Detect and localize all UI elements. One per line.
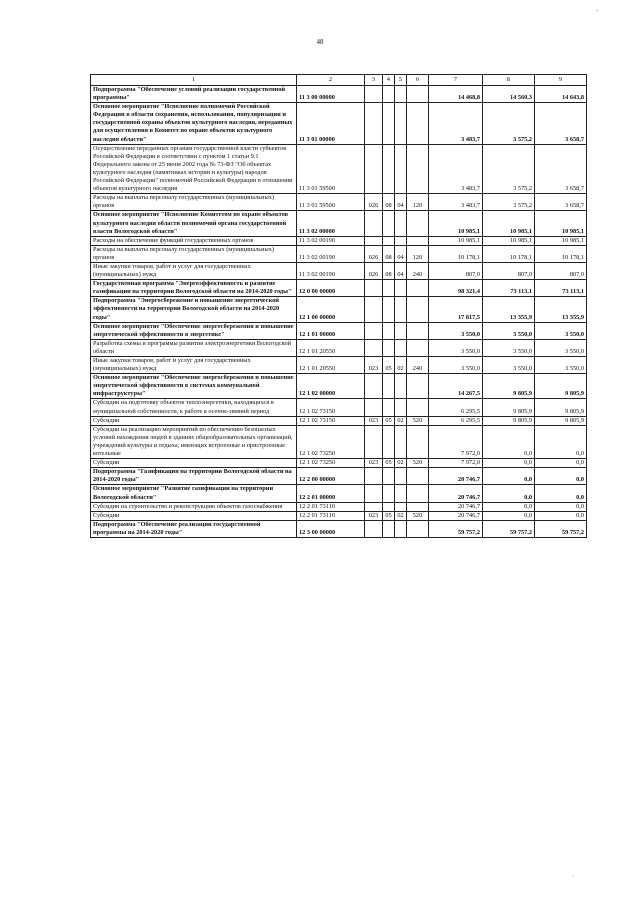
row-value-8-cell: 0,0 bbox=[483, 459, 535, 468]
row-value-8-cell: 14 560,3 bbox=[483, 86, 535, 103]
row-value-8-cell: 13 355,9 bbox=[483, 297, 535, 322]
row-value-9-cell: 0,0 bbox=[535, 511, 587, 520]
row-value-9-cell: 59 757,2 bbox=[535, 520, 587, 537]
row-subsection-cell bbox=[395, 399, 407, 416]
row-type-cell bbox=[407, 485, 429, 502]
row-code-cell: 12 2 01 00000 bbox=[297, 485, 365, 502]
row-value-8-cell: 3 575,2 bbox=[483, 103, 535, 144]
row-name-cell: Расходы на выплаты персоналу государственных (муниципальных) органов bbox=[91, 194, 297, 211]
row-section-cell bbox=[383, 520, 395, 537]
row-type-cell bbox=[407, 425, 429, 458]
row-code-cell: 12 2 00 00000 bbox=[297, 468, 365, 485]
row-section-cell bbox=[383, 339, 395, 356]
row-name-cell: Расходы на выплаты персоналу государственных (муниципальных) органов bbox=[91, 245, 297, 262]
budget-table bbox=[90, 74, 587, 538]
row-value-8-cell: 807,0 bbox=[483, 262, 535, 279]
row-ministry-cell: 026 bbox=[365, 194, 383, 211]
row-type-cell bbox=[407, 236, 429, 245]
row-code-cell: 12 1 02 73150 bbox=[297, 416, 365, 425]
row-code-cell: 11 3 02 00000 bbox=[297, 211, 365, 236]
row-subsection-cell bbox=[395, 374, 407, 399]
row-subsection-cell: 04 bbox=[395, 245, 407, 262]
table-row bbox=[91, 468, 587, 485]
row-ministry-cell bbox=[365, 211, 383, 236]
row-name-cell: Подпрограмма "Энергосбережение и повышение энергетической эффективности на территории Вологодской области на 2014-2020 годы" bbox=[91, 297, 297, 322]
row-value-9-cell: 807,0 bbox=[535, 262, 587, 279]
header-col-2: 2 bbox=[297, 75, 365, 86]
row-value-8-cell: 10 985,1 bbox=[483, 236, 535, 245]
row-ministry-cell: 026 bbox=[365, 262, 383, 279]
row-subsection-cell bbox=[395, 468, 407, 485]
row-value-9-cell: 9 805,9 bbox=[535, 374, 587, 399]
row-value-8-cell: 10 985,1 bbox=[483, 211, 535, 236]
header-col-7: 7 bbox=[429, 75, 483, 86]
table-row bbox=[91, 502, 587, 511]
row-value-7-cell: 3 483,7 bbox=[429, 144, 483, 194]
row-type-cell bbox=[407, 520, 429, 537]
row-name-cell: Подпрограмма "Обеспечение условий реализации государственной программы" bbox=[91, 86, 297, 103]
row-value-8-cell: 9 805,9 bbox=[483, 399, 535, 416]
row-value-8-cell: 3 550,0 bbox=[483, 322, 535, 339]
row-value-8-cell: 3 550,0 bbox=[483, 357, 535, 374]
row-ministry-cell: 023 bbox=[365, 416, 383, 425]
row-value-7-cell: 14 267,5 bbox=[429, 374, 483, 399]
row-value-9-cell: 3 550,0 bbox=[535, 357, 587, 374]
table-row bbox=[91, 322, 587, 339]
row-ministry-cell bbox=[365, 374, 383, 399]
row-value-7-cell: 10 985,1 bbox=[429, 211, 483, 236]
row-value-8-cell: 9 805,9 bbox=[483, 416, 535, 425]
row-code-cell: 12 1 01 00000 bbox=[297, 322, 365, 339]
row-value-7-cell: 20 746,7 bbox=[429, 511, 483, 520]
row-section-cell: 08 bbox=[383, 245, 395, 262]
header-col-6: 6 bbox=[407, 75, 429, 86]
table-row bbox=[91, 339, 587, 356]
row-subsection-cell: 02 bbox=[395, 416, 407, 425]
row-code-cell: 11 3 02 00190 bbox=[297, 236, 365, 245]
row-value-9-cell: 0,0 bbox=[535, 425, 587, 458]
row-section-cell: 08 bbox=[383, 262, 395, 279]
row-type-cell: 120 bbox=[407, 245, 429, 262]
table-row bbox=[91, 374, 587, 399]
row-type-cell bbox=[407, 211, 429, 236]
row-name-cell: Субсидии на строительство и реконструкцию объектов газоснабжения bbox=[91, 502, 297, 511]
row-value-8-cell: 0,0 bbox=[483, 511, 535, 520]
row-section-cell bbox=[383, 468, 395, 485]
row-subsection-cell bbox=[395, 520, 407, 537]
table-row bbox=[91, 357, 587, 374]
row-value-9-cell: 0,0 bbox=[535, 468, 587, 485]
row-name-cell: Подпрограмма "Обеспечение реализации государственной программы на 2014-2020 годы" bbox=[91, 520, 297, 537]
row-section-cell bbox=[383, 280, 395, 297]
row-code-cell: 12 1 02 00000 bbox=[297, 374, 365, 399]
row-subsection-cell bbox=[395, 86, 407, 103]
header-col-5: 5 bbox=[395, 75, 407, 86]
row-name-cell: Иные закупки товаров, работ и услуг для государственных (муниципальных) нужд bbox=[91, 357, 297, 374]
row-name-cell: Основное мероприятие "Исполнение Комитетом по охране объектов культурного наследия области полномочий органа государственной власти Вологодской области" bbox=[91, 211, 297, 236]
row-value-8-cell: 3 550,0 bbox=[483, 339, 535, 356]
table-row bbox=[91, 459, 587, 468]
row-value-9-cell: 9 805,9 bbox=[535, 416, 587, 425]
row-type-cell bbox=[407, 399, 429, 416]
row-value-8-cell: 0,0 bbox=[483, 425, 535, 458]
row-type-cell bbox=[407, 280, 429, 297]
row-value-7-cell: 10 178,1 bbox=[429, 245, 483, 262]
row-value-9-cell: 0,0 bbox=[535, 485, 587, 502]
row-section-cell bbox=[383, 425, 395, 458]
row-value-7-cell: 10 985,1 bbox=[429, 236, 483, 245]
table-row bbox=[91, 280, 587, 297]
row-value-7-cell: 7 972,0 bbox=[429, 425, 483, 458]
row-value-8-cell: 0,0 bbox=[483, 485, 535, 502]
row-code-cell: 12 2 01 73110 bbox=[297, 502, 365, 511]
row-code-cell: 11 3 02 00190 bbox=[297, 262, 365, 279]
row-section-cell bbox=[383, 374, 395, 399]
row-value-8-cell: 3 575,2 bbox=[483, 144, 535, 194]
header-col-8: 8 bbox=[483, 75, 535, 86]
row-code-cell: 12 1 01 20550 bbox=[297, 357, 365, 374]
row-value-8-cell: 73 113,1 bbox=[483, 280, 535, 297]
row-ministry-cell bbox=[365, 103, 383, 144]
row-code-cell: 11 3 00 00000 bbox=[297, 86, 365, 103]
row-code-cell: 12 3 00 00000 bbox=[297, 520, 365, 537]
row-type-cell: 240 bbox=[407, 262, 429, 279]
row-subsection-cell bbox=[395, 485, 407, 502]
table-row bbox=[91, 425, 587, 458]
row-value-7-cell: 20 746,7 bbox=[429, 485, 483, 502]
row-value-9-cell: 3 658,7 bbox=[535, 144, 587, 194]
row-ministry-cell: 023 bbox=[365, 511, 383, 520]
row-value-9-cell: 3 658,7 bbox=[535, 103, 587, 144]
table-row bbox=[91, 262, 587, 279]
row-value-9-cell: 0,0 bbox=[535, 502, 587, 511]
row-type-cell: 520 bbox=[407, 459, 429, 468]
row-type-cell bbox=[407, 297, 429, 322]
row-subsection-cell bbox=[395, 280, 407, 297]
row-section-cell bbox=[383, 502, 395, 511]
table-row bbox=[91, 194, 587, 211]
row-value-7-cell: 20 746,7 bbox=[429, 502, 483, 511]
row-value-7-cell: 98 321,4 bbox=[429, 280, 483, 297]
row-type-cell bbox=[407, 374, 429, 399]
row-name-cell: Подпрограмма "Газификация на территории Вологодской области на 2014-2020 годы" bbox=[91, 468, 297, 485]
row-type-cell bbox=[407, 322, 429, 339]
row-code-cell: 12 1 02 73150 bbox=[297, 399, 365, 416]
page-number: 48 bbox=[316, 38, 324, 46]
row-name-cell: Основное мероприятие "Исполнение полномочий Российской Федерации в области сохранения, использования, популяризации и государственной охраны объектов культурного наследия, переданных для осуществления в Комитет по охране объектов культурного наследия области" bbox=[91, 103, 297, 144]
row-value-9-cell: 0,0 bbox=[535, 459, 587, 468]
row-ministry-cell: 023 bbox=[365, 459, 383, 468]
row-value-7-cell: 7 972,0 bbox=[429, 459, 483, 468]
table-body bbox=[91, 86, 587, 538]
header-col-3: 3 bbox=[365, 75, 383, 86]
header-col-9: 9 bbox=[535, 75, 587, 86]
row-value-7-cell: 807,0 bbox=[429, 262, 483, 279]
row-subsection-cell: 02 bbox=[395, 459, 407, 468]
row-type-cell: 520 bbox=[407, 511, 429, 520]
row-subsection-cell bbox=[395, 236, 407, 245]
row-type-cell bbox=[407, 144, 429, 194]
row-value-7-cell: 20 746,7 bbox=[429, 468, 483, 485]
row-section-cell bbox=[383, 485, 395, 502]
row-section-cell: 05 bbox=[383, 511, 395, 520]
row-code-cell: 11 3 01 59500 bbox=[297, 194, 365, 211]
table-row bbox=[91, 399, 587, 416]
row-section-cell bbox=[383, 103, 395, 144]
row-ministry-cell bbox=[365, 236, 383, 245]
row-section-cell bbox=[383, 399, 395, 416]
row-value-9-cell: 10 985,1 bbox=[535, 211, 587, 236]
row-value-9-cell: 9 805,9 bbox=[535, 399, 587, 416]
row-ministry-cell bbox=[365, 297, 383, 322]
row-ministry-cell bbox=[365, 339, 383, 356]
row-ministry-cell bbox=[365, 485, 383, 502]
row-subsection-cell bbox=[395, 144, 407, 194]
page-corner-mark-bottom: , bbox=[572, 870, 574, 878]
row-value-8-cell: 0,0 bbox=[483, 468, 535, 485]
table-row bbox=[91, 511, 587, 520]
row-code-cell: 12 1 02 73250 bbox=[297, 425, 365, 458]
row-code-cell: 11 3 01 59500 bbox=[297, 144, 365, 194]
row-code-cell: 12 0 00 00000 bbox=[297, 280, 365, 297]
table-row bbox=[91, 520, 587, 537]
row-subsection-cell: 02 bbox=[395, 357, 407, 374]
table-row bbox=[91, 485, 587, 502]
table-row bbox=[91, 245, 587, 262]
row-value-9-cell: 3 658,7 bbox=[535, 194, 587, 211]
table-row bbox=[91, 211, 587, 236]
row-name-cell: Основное мероприятие "Обеспечение энергосбережения и повышение энергетической эффективности в системах коммунальной инфраструктуры" bbox=[91, 374, 297, 399]
table-row bbox=[91, 144, 587, 194]
table-row bbox=[91, 416, 587, 425]
row-ministry-cell bbox=[365, 86, 383, 103]
row-value-9-cell: 13 355,9 bbox=[535, 297, 587, 322]
row-name-cell: Расходы на обеспечение функций государственных органов bbox=[91, 236, 297, 245]
row-value-9-cell: 10 178,1 bbox=[535, 245, 587, 262]
row-value-9-cell: 14 643,8 bbox=[535, 86, 587, 103]
row-value-9-cell: 3 550,0 bbox=[535, 339, 587, 356]
row-value-7-cell: 6 295,5 bbox=[429, 416, 483, 425]
row-code-cell: 12 1 00 00000 bbox=[297, 297, 365, 322]
row-subsection-cell bbox=[395, 103, 407, 144]
header-col-1: 1 bbox=[91, 75, 297, 86]
row-section-cell bbox=[383, 211, 395, 236]
table-row bbox=[91, 236, 587, 245]
row-type-cell bbox=[407, 86, 429, 103]
row-value-8-cell: 0,0 bbox=[483, 502, 535, 511]
row-ministry-cell bbox=[365, 425, 383, 458]
row-section-cell bbox=[383, 236, 395, 245]
row-value-9-cell: 3 550,0 bbox=[535, 322, 587, 339]
row-type-cell bbox=[407, 103, 429, 144]
row-value-8-cell: 3 575,2 bbox=[483, 194, 535, 211]
row-code-cell: 11 3 02 00190 bbox=[297, 245, 365, 262]
row-name-cell: Основное мероприятие "Развитие газификации на территории Вологодской области" bbox=[91, 485, 297, 502]
row-value-9-cell: 73 113,1 bbox=[535, 280, 587, 297]
row-name-cell: Субсидии bbox=[91, 459, 297, 468]
row-section-cell bbox=[383, 86, 395, 103]
row-section-cell: 05 bbox=[383, 459, 395, 468]
row-section-cell bbox=[383, 322, 395, 339]
row-code-cell: 12 1 01 20550 bbox=[297, 339, 365, 356]
row-ministry-cell bbox=[365, 322, 383, 339]
row-code-cell: 11 3 01 00000 bbox=[297, 103, 365, 144]
row-section-cell bbox=[383, 144, 395, 194]
row-value-9-cell: 10 985,1 bbox=[535, 236, 587, 245]
row-value-7-cell: 3 483,7 bbox=[429, 103, 483, 144]
row-value-8-cell: 9 805,9 bbox=[483, 374, 535, 399]
row-type-cell: 520 bbox=[407, 416, 429, 425]
row-code-cell: 12 2 01 73110 bbox=[297, 511, 365, 520]
row-subsection-cell bbox=[395, 502, 407, 511]
row-name-cell: Субсидии bbox=[91, 511, 297, 520]
row-subsection-cell bbox=[395, 425, 407, 458]
row-ministry-cell: 023 bbox=[365, 357, 383, 374]
table-row bbox=[91, 297, 587, 322]
row-value-7-cell: 59 757,2 bbox=[429, 520, 483, 537]
row-value-7-cell: 3 483,7 bbox=[429, 194, 483, 211]
row-ministry-cell bbox=[365, 399, 383, 416]
row-value-7-cell: 3 550,0 bbox=[429, 322, 483, 339]
row-ministry-cell bbox=[365, 144, 383, 194]
row-section-cell: 05 bbox=[383, 416, 395, 425]
row-ministry-cell bbox=[365, 280, 383, 297]
row-section-cell bbox=[383, 297, 395, 322]
row-subsection-cell bbox=[395, 211, 407, 236]
table-header-row bbox=[91, 75, 587, 86]
row-type-cell: 240 bbox=[407, 357, 429, 374]
table-row bbox=[91, 86, 587, 103]
row-subsection-cell bbox=[395, 297, 407, 322]
row-name-cell: Основное мероприятие "Обеспечение энергосбережения и повышение энергетической эффективности в энергетике" bbox=[91, 322, 297, 339]
row-section-cell: 08 bbox=[383, 194, 395, 211]
row-ministry-cell: 026 bbox=[365, 245, 383, 262]
row-ministry-cell bbox=[365, 520, 383, 537]
row-subsection-cell: 04 bbox=[395, 194, 407, 211]
row-value-7-cell: 3 550,0 bbox=[429, 339, 483, 356]
header-col-4: 4 bbox=[383, 75, 395, 86]
row-name-cell: Разработка схемы и программы развития электроэнергетики Вологодской области bbox=[91, 339, 297, 356]
row-subsection-cell bbox=[395, 322, 407, 339]
page-corner-mark: - bbox=[596, 6, 599, 14]
row-value-7-cell: 14 468,8 bbox=[429, 86, 483, 103]
row-value-7-cell: 3 550,0 bbox=[429, 357, 483, 374]
row-ministry-cell bbox=[365, 502, 383, 511]
row-name-cell: Субсидии на подготовку объектов теплоэнергетики, находящихся в муниципальной собственности, к работе в осенне-зимний период bbox=[91, 399, 297, 416]
row-value-7-cell: 6 295,5 bbox=[429, 399, 483, 416]
row-value-7-cell: 17 817,5 bbox=[429, 297, 483, 322]
row-name-cell: Осуществление переданных органам государственной власти субъектов Российской Федерации в соответствии с пунктом 1 статьи 9.1 Федерального закона от 25 июня 2002 года № 73-ФЗ "Об объектах культурного наследия (памятниках истории и культуры) народов Российской Федерации" полномочий Российской Федерации в отношении объектов культурного наследия bbox=[91, 144, 297, 194]
row-value-8-cell: 10 178,1 bbox=[483, 245, 535, 262]
row-section-cell: 05 bbox=[383, 357, 395, 374]
row-subsection-cell: 02 bbox=[395, 511, 407, 520]
row-name-cell: Иные закупки товаров, работ и услуг для государственных (муниципальных) нужд bbox=[91, 262, 297, 279]
row-type-cell: 120 bbox=[407, 194, 429, 211]
row-subsection-cell: 04 bbox=[395, 262, 407, 279]
row-subsection-cell bbox=[395, 339, 407, 356]
row-code-cell: 12 1 02 73250 bbox=[297, 459, 365, 468]
row-ministry-cell bbox=[365, 468, 383, 485]
row-name-cell: Субсидии bbox=[91, 416, 297, 425]
row-name-cell: Субсидии на реализацию мероприятий по обеспечению безопасных условий нахождения людей в зданиях общеобразовательных организаций, учреждений культуры и отдыха, имеющих встроенные и пристроенные котельные bbox=[91, 425, 297, 458]
row-name-cell: Государственная программа "Энергоэффективность и развитие газификации на территории Вологодской области на 2014-2020 годы" bbox=[91, 280, 297, 297]
table-row bbox=[91, 103, 587, 144]
row-type-cell bbox=[407, 468, 429, 485]
row-type-cell bbox=[407, 502, 429, 511]
row-type-cell bbox=[407, 339, 429, 356]
row-value-8-cell: 59 757,2 bbox=[483, 520, 535, 537]
